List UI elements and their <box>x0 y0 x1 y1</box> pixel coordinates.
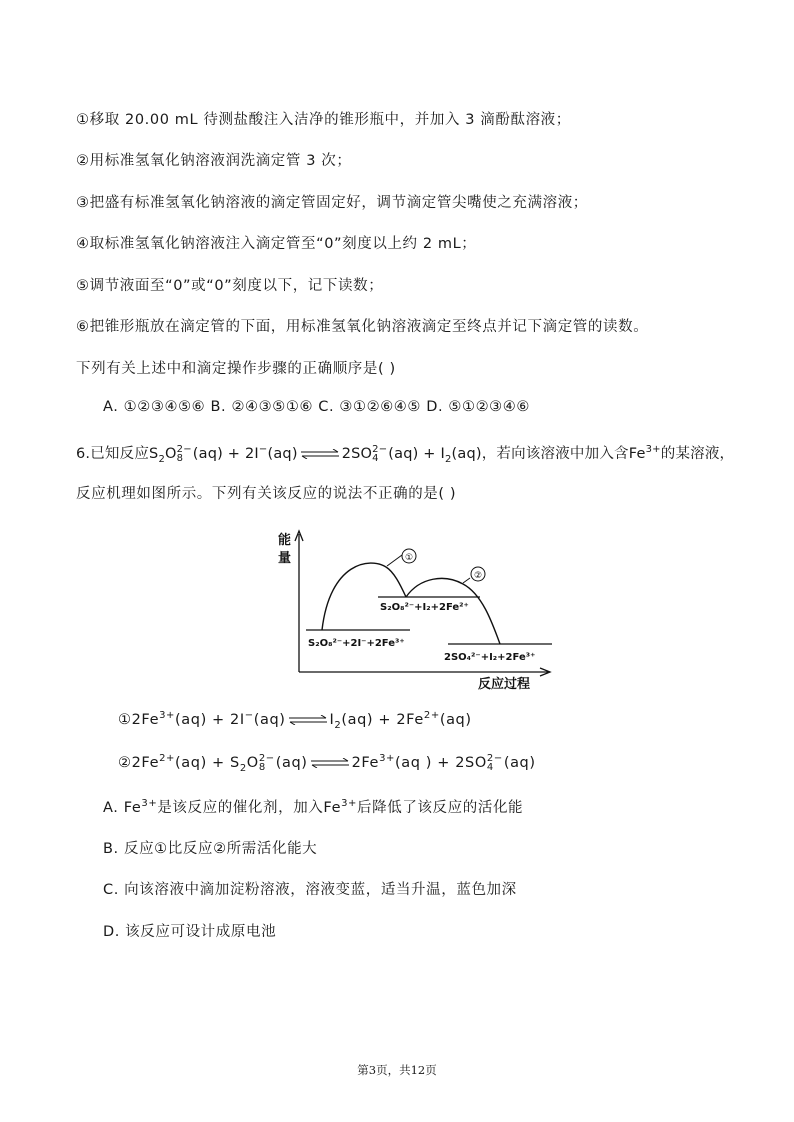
eq1-i: I <box>329 712 335 728</box>
x-label: 反应过程 <box>478 677 531 692</box>
option-a-mid: 是该反应的催化剂，加入 <box>157 800 324 816</box>
option-a-sup2: 3+ <box>341 798 358 809</box>
equation-2 <box>118 754 536 772</box>
q6-i2-sub: 2 <box>444 454 452 465</box>
option-a <box>103 796 523 817</box>
equilibrium-arrow-icon <box>288 715 328 725</box>
equilibrium-arrow-icon <box>310 758 350 768</box>
y-label-char1: 能 <box>278 533 292 548</box>
q6-stem-line1 <box>76 442 734 463</box>
eq2-d: (aq) <box>503 755 536 771</box>
eq1-d: (aq) <box>439 712 472 728</box>
state-right-label: 2SO₄²⁻+I₂+2Fe³⁺ <box>444 652 536 663</box>
eq1-sub: 2 <box>334 720 342 731</box>
eq2-sup3: 3+ <box>379 753 396 764</box>
q5-stem: 下列有关上述中和滴定操作步骤的正确顺序是( ) <box>76 361 396 377</box>
step-1: ①移取 20.00 mL 待测盐酸注入洁净的锥形瓶中，并加入 3 滴酚酞溶液； <box>76 112 571 128</box>
eq2-c: (aq ) + 2SO <box>395 755 487 771</box>
q6-fe-sup: 3+ <box>645 444 661 455</box>
option-a-fe: Fe <box>123 800 142 816</box>
eq1-c: (aq) + 2Fe <box>341 712 424 728</box>
peak2-label: ② <box>474 571 483 581</box>
energy-diagram <box>270 522 560 694</box>
eq1-sup1: 3+ <box>159 710 176 721</box>
q6-prefix: 6.已知反应 <box>76 446 150 462</box>
eq2-sup4: 2− <box>486 753 503 764</box>
peak1-leader <box>387 555 402 566</box>
q5-options: A. ①②③④⑤⑥ B. ②④③⑤①⑥ C. ③①②⑥④⑤ D. ⑤①②③④⑥ <box>103 399 530 415</box>
option-a-label: A. <box>103 800 124 816</box>
equilibrium-arrow-icon <box>300 449 340 459</box>
q6-so4-sup: 2− <box>372 444 388 455</box>
q6-s: S <box>149 446 159 462</box>
eq1-num: ①2Fe <box>118 712 160 728</box>
eq2-b: (aq) <box>275 755 308 771</box>
option-d: D. 该反应可设计成原电池 <box>103 924 277 940</box>
q6-suffix: 的某溶液， <box>660 446 735 462</box>
eq2-sup1: 2+ <box>159 753 176 764</box>
q6-aq2: (aq) <box>267 446 298 462</box>
eq2-sub1: 2 <box>239 763 247 774</box>
eq1-a: (aq) + 2I <box>175 712 245 728</box>
eq2-sup2: 2− <box>258 753 275 764</box>
q6-aq4: (aq)，若向该溶液中加入含 <box>451 446 629 462</box>
step-5: ⑤调节液面至“0”或“0”刻度以下，记下读数； <box>76 278 384 294</box>
q6-aq1: (aq) + 2I <box>192 446 259 462</box>
option-a-sup: 3+ <box>141 798 158 809</box>
q6-sup: 2− <box>176 444 192 455</box>
y-label-char2: 量 <box>278 551 292 566</box>
q6-so4-sub: 4 <box>372 453 379 464</box>
equation-1 <box>118 710 472 731</box>
eq2-sub4: 4 <box>486 762 494 773</box>
eq2-supsub1 <box>259 754 275 772</box>
peak1-label: ① <box>405 553 414 563</box>
q6-so4: 2SO <box>341 446 373 462</box>
step-3: ③把盛有标准氢氧化钠溶液的滴定管固定好，调节滴定管尖嘴使之充满溶液； <box>76 195 588 211</box>
step-4: ④取标准氢氧化钠溶液注入滴定管至“0”刻度以上约 2 mL； <box>76 236 477 252</box>
option-c: C. 向该溶液中滴加淀粉溶液，溶液变蓝，适当升温，蓝色加深 <box>103 882 517 898</box>
q6-aq3: (aq) + I <box>388 446 445 462</box>
q6-sub8: 8 <box>176 453 184 464</box>
state-mid-label: S₂O₈²⁻+I₂+2Fe²⁺ <box>380 602 469 613</box>
eq1-b: (aq) <box>253 712 286 728</box>
eq2-o: O <box>246 755 259 771</box>
eq1-sup3: 2+ <box>423 710 440 721</box>
q6-sub: 2 <box>158 454 166 465</box>
eq2-supsub2 <box>487 754 503 772</box>
q6-o: O <box>165 446 177 462</box>
eq2-a: (aq) + S <box>175 755 240 771</box>
state-left-label: S₂O₈²⁻+2I⁻+2Fe³⁺ <box>308 638 405 649</box>
q6-supm: − <box>258 444 268 455</box>
eq2-sub8: 8 <box>258 762 266 773</box>
q6-fe: Fe <box>628 446 646 462</box>
peak2-leader <box>463 578 470 583</box>
q6-supsub <box>177 445 192 463</box>
q6-so4-supsub <box>372 445 387 463</box>
option-a-tail: 后降低了该反应的活化能 <box>357 800 524 816</box>
eq2-num: ②2Fe <box>118 755 160 771</box>
page-footer: 第3页，共12页 <box>357 1063 437 1077</box>
step-6: ⑥把锥形瓶放在滴定管的下面，用标准氢氧化钠溶液滴定至终点并记下滴定管的读数。 <box>76 319 649 335</box>
step-2: ②用标准氢氧化钠溶液润洗滴定管 3 次； <box>76 153 352 169</box>
option-a-fe2: Fe <box>323 800 342 816</box>
eq1-sup2: − <box>244 710 254 721</box>
option-b: B. 反应①比反应②所需活化能大 <box>103 841 318 857</box>
q6-stem-line2: 反应机理如图所示。下列有关该反应的说法不正确的是( ) <box>76 486 457 502</box>
eq2-fe: 2Fe <box>351 755 380 771</box>
